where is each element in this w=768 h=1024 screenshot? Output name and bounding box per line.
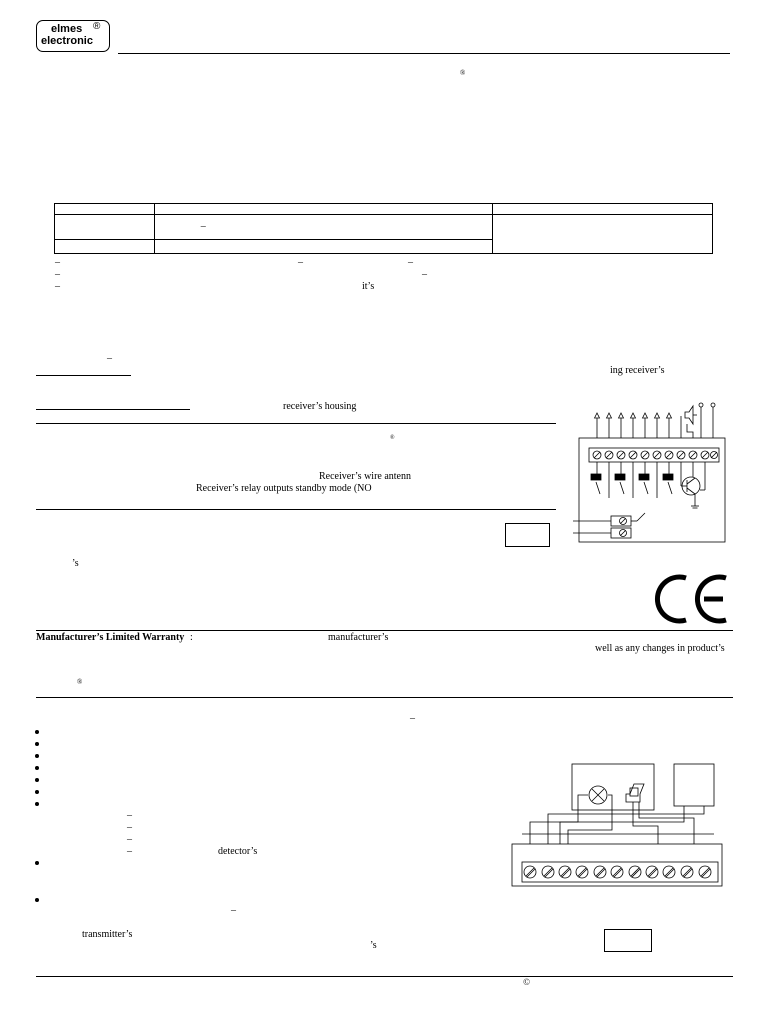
note-dash: – (55, 269, 60, 280)
spec-cell (55, 239, 155, 253)
note-dash: – (55, 281, 60, 292)
spec-cell (154, 215, 492, 239)
spec-cell (154, 239, 492, 253)
bullet-dot (35, 802, 39, 806)
detector-text: detector’s (218, 846, 258, 857)
warranty-mid-text: manufacturer’s (328, 632, 389, 643)
section-a-rule-bottom (36, 509, 556, 510)
brand-line1: elmes (51, 23, 83, 35)
warranty-colon: : (190, 632, 193, 643)
spec-cell (154, 204, 492, 215)
note-dash: – (422, 269, 427, 280)
note-dash: – (298, 257, 303, 268)
relay-text: Receiver’s relay outputs standby mode (NO (196, 483, 372, 494)
sub-dash: – (127, 846, 132, 857)
bullet-dot (35, 742, 39, 746)
note3-text: it’s (362, 281, 375, 292)
section-a-apostrophe-s: ’s (72, 558, 79, 569)
sub-dash: – (127, 834, 132, 845)
section-a-empty-box (505, 523, 550, 547)
title-reg-mark: ® (460, 69, 466, 77)
brand-logo (36, 20, 110, 52)
sub-dash: – (127, 822, 132, 833)
transmitter-wiring-diagram (508, 760, 726, 892)
output-arrows (595, 413, 682, 438)
bullet-dot (35, 778, 39, 782)
housing-underline (36, 409, 190, 410)
note-dash: – (408, 257, 413, 268)
section-b-dash: – (410, 713, 415, 724)
bullet-dot (35, 790, 39, 794)
note-dash: – (55, 257, 60, 268)
bullet-dot (35, 730, 39, 734)
housing-text: receiver’s housing (283, 401, 357, 412)
header-rule (118, 53, 730, 54)
warranty-rule-top (36, 630, 733, 631)
spec-cell (55, 204, 155, 215)
section-b-apostrophe-s: ’s (370, 940, 377, 951)
section-a-dash: – (107, 353, 112, 364)
spec-table (54, 203, 713, 254)
footer-rule (36, 976, 733, 977)
section-b-empty-box (604, 929, 652, 952)
warranty-right-text: well as any changes in product’s (595, 643, 725, 654)
bullet-dot (35, 861, 39, 865)
brand-reg-mark: ® (93, 21, 101, 32)
section-a-rule-top (36, 423, 556, 424)
spec-table-dash: – (200, 221, 206, 233)
spec-cell (492, 215, 712, 254)
transmitter-text: transmitter’s (82, 929, 133, 940)
section-a-reg-mark: ® (390, 435, 395, 441)
section-a-underline (36, 375, 131, 376)
receiver-wiring-diagram (573, 398, 733, 546)
spec-cell (55, 215, 155, 239)
warranty-rule-bottom (36, 697, 733, 698)
sub-dash: – (127, 810, 132, 821)
bullet-dot (35, 754, 39, 758)
brand-line2: electronic (41, 35, 93, 47)
antenna-text: Receiver’s wire antenn (319, 471, 411, 482)
bullet-dot (35, 898, 39, 902)
footer-copyright: © (523, 977, 530, 987)
section-b-dash2: – (231, 905, 236, 916)
spec-cell (492, 204, 712, 215)
section-a-right-text: ing receiver’s (610, 365, 665, 376)
warranty-heading: Manufacturer’s Limited Warranty (36, 632, 185, 643)
warranty-reg-mark: ® (77, 678, 83, 686)
bullet-dot (35, 766, 39, 770)
ce-mark-icon (652, 574, 728, 624)
